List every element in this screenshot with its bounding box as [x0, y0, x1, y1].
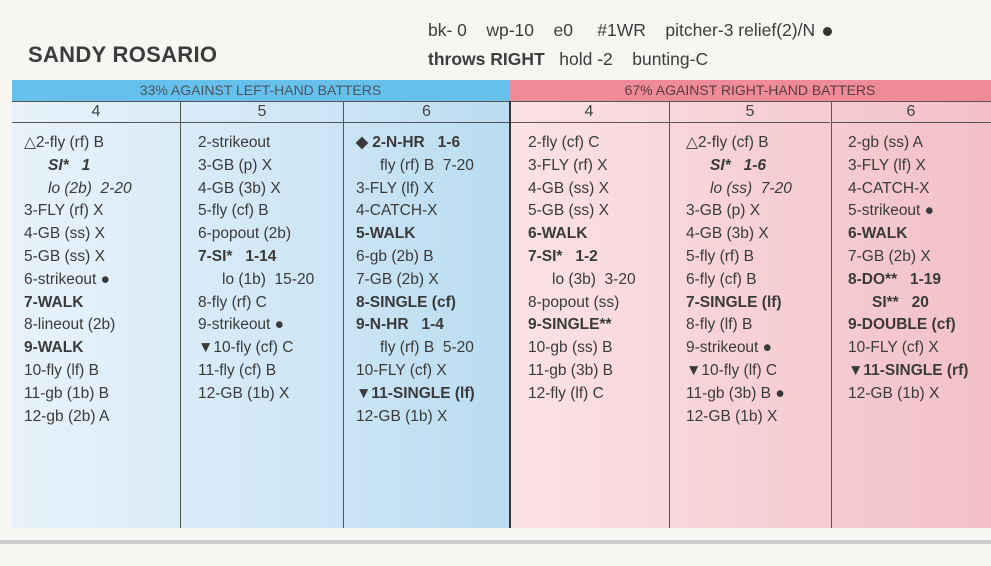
- result-row: 5-strikeout ●: [848, 202, 935, 220]
- result-row: 7-GB (2b) X: [848, 247, 931, 265]
- result-row: △2-fly (rf) B: [24, 134, 104, 151]
- divider: [669, 101, 670, 528]
- result-row: 5-GB (ss) X: [24, 247, 105, 265]
- result-row: ▼10-fly (lf) C: [686, 361, 778, 379]
- result-row: 8-popout (ss): [528, 293, 620, 311]
- result-row: 8-DO** 1-19: [848, 270, 942, 288]
- result-row: 4-GB (ss) X: [24, 225, 105, 243]
- divider: [343, 101, 344, 528]
- result-column-right-4: [528, 132, 668, 406]
- result-row: 7-WALK: [24, 293, 84, 311]
- result-row: 12-fly (lf) C: [528, 384, 604, 402]
- result-row: 10-fly (lf) B: [24, 361, 99, 379]
- divider: [180, 101, 181, 528]
- result-row: 7-SI* 1-14: [198, 247, 277, 265]
- result-row: 10-FLY (cf) X: [848, 339, 939, 357]
- result-row: 7-SI* 1-2: [528, 247, 598, 265]
- result-row: ◆ 2-N-HR 1-6: [356, 134, 461, 151]
- right-hand-banner: 67% AGAINST RIGHT-HAND BATTERS: [509, 80, 991, 101]
- result-row: 9-N-HR 1-4: [356, 316, 444, 334]
- result-row: 3-GB (p) X: [198, 156, 273, 174]
- result-row: 5-WALK: [356, 225, 416, 243]
- result-row: 10-gb (ss) B: [528, 339, 613, 357]
- divider: [12, 101, 991, 102]
- col-header: 4: [12, 101, 180, 123]
- result-row: 12-gb (2b) A: [24, 407, 110, 425]
- result-row: SI* 1-6: [710, 156, 766, 174]
- result-row: 6-WALK: [848, 225, 908, 243]
- result-column-left-6: [356, 132, 506, 428]
- ratings-line-2: [428, 49, 708, 70]
- result-column-left-5: [198, 132, 342, 406]
- result-column-right-5: [686, 132, 830, 428]
- result-row: lo (1b) 15-20: [222, 270, 315, 288]
- result-row: 12-GB (1b) X: [356, 407, 448, 425]
- result-row: 11-gb (3b) B ●: [686, 384, 785, 402]
- result-row: ▼11-SINGLE (lf): [356, 384, 475, 402]
- rank-label: #1WR: [597, 20, 646, 40]
- result-row: fly (rf) B 7-20: [380, 156, 474, 174]
- wild-pitch-rating: wp-10: [486, 20, 535, 40]
- result-row: 4-CATCH-X: [848, 179, 930, 197]
- result-row: 5-fly (cf) B: [198, 202, 269, 220]
- result-row: 6-fly (cf) B: [686, 270, 757, 288]
- bunting-rating: bunting-C: [632, 49, 709, 69]
- col-header: 5: [670, 101, 830, 123]
- result-row: ▼11-SINGLE (rf): [848, 361, 969, 379]
- result-row: 3-FLY (rf) X: [528, 156, 608, 174]
- result-row: 2-gb (ss) A: [848, 134, 923, 151]
- result-column-right-6: [848, 132, 991, 406]
- result-row: ▼10-fly (cf) C: [198, 339, 294, 357]
- result-row: 7-SINGLE (lf): [686, 293, 782, 311]
- result-row: 9-SINGLE**: [528, 316, 612, 334]
- result-row: 5-fly (rf) B: [686, 247, 755, 265]
- result-row: 6-strikeout ●: [24, 270, 111, 288]
- result-row: 6-gb (2b) B: [356, 247, 434, 265]
- result-row: 2-strikeout: [198, 134, 271, 151]
- result-row: 5-GB (ss) X: [528, 202, 609, 220]
- result-row: 12-GB (1b) X: [686, 407, 778, 425]
- result-row: 9-strikeout ●: [198, 316, 285, 334]
- col-header: 4: [509, 101, 669, 123]
- result-row: 9-DOUBLE (cf): [848, 316, 956, 334]
- result-row: 3-FLY (lf) X: [848, 156, 926, 174]
- result-row: 4-CATCH-X: [356, 202, 438, 220]
- col-header: 6: [831, 101, 991, 123]
- result-row: 8-fly (rf) C: [198, 293, 267, 311]
- result-row: △2-fly (cf) B: [686, 134, 769, 151]
- result-row: 3-GB (p) X: [686, 202, 761, 220]
- result-row: fly (rf) B 5-20: [380, 339, 474, 357]
- result-row: 8-SINGLE (cf): [356, 293, 456, 311]
- result-row: 8-lineout (2b): [24, 316, 116, 334]
- result-row: 12-GB (1b) X: [198, 384, 290, 402]
- result-column-left-4: [24, 132, 178, 428]
- player-name: SANDY ROSARIO: [28, 42, 218, 67]
- result-row: 9-WALK: [24, 339, 84, 357]
- col-header: 6: [344, 101, 509, 123]
- col-header: 5: [181, 101, 343, 123]
- pitcher-rating: pitcher-3 relief(2)/N: [665, 20, 816, 40]
- result-row: SI** 20: [872, 293, 929, 311]
- result-row: 6-WALK: [528, 225, 588, 243]
- balk-rating: bk- 0: [428, 20, 467, 40]
- result-row: 7-GB (2b) X: [356, 270, 439, 288]
- result-row: 3-FLY (rf) X: [24, 202, 104, 220]
- bullet-icon: [823, 27, 832, 36]
- result-row: 8-fly (lf) B: [686, 316, 753, 334]
- divider: [509, 101, 511, 528]
- result-row: 3-FLY (lf) X: [356, 179, 434, 197]
- result-row: 11-gb (1b) B: [24, 384, 110, 402]
- result-row: lo (2b) 2-20: [48, 179, 132, 197]
- divider: [831, 101, 832, 528]
- result-row: SI* 1: [48, 156, 91, 174]
- result-row: 4-GB (3b) X: [198, 179, 281, 197]
- throws-label: throws RIGHT: [428, 49, 545, 69]
- result-row: 4-GB (3b) X: [686, 225, 769, 243]
- result-row: 4-GB (ss) X: [528, 179, 609, 197]
- hold-rating: hold -2: [559, 49, 613, 69]
- ratings-line-1: [428, 20, 832, 41]
- result-row: 11-fly (cf) B: [198, 361, 277, 379]
- result-row: lo (ss) 7-20: [710, 179, 792, 197]
- left-hand-banner: 33% AGAINST LEFT-HAND BATTERS: [12, 80, 509, 101]
- result-row: 9-strikeout ●: [686, 339, 773, 357]
- error-rating: e0: [553, 20, 573, 40]
- result-row: lo (3b) 3-20: [552, 270, 636, 288]
- result-row: 6-popout (2b): [198, 225, 292, 243]
- result-row: 10-FLY (cf) X: [356, 361, 447, 379]
- result-row: 12-GB (1b) X: [848, 384, 940, 402]
- result-row: 11-gb (3b) B: [528, 361, 614, 379]
- card-edge: [0, 540, 991, 544]
- result-row: 2-fly (cf) C: [528, 134, 600, 151]
